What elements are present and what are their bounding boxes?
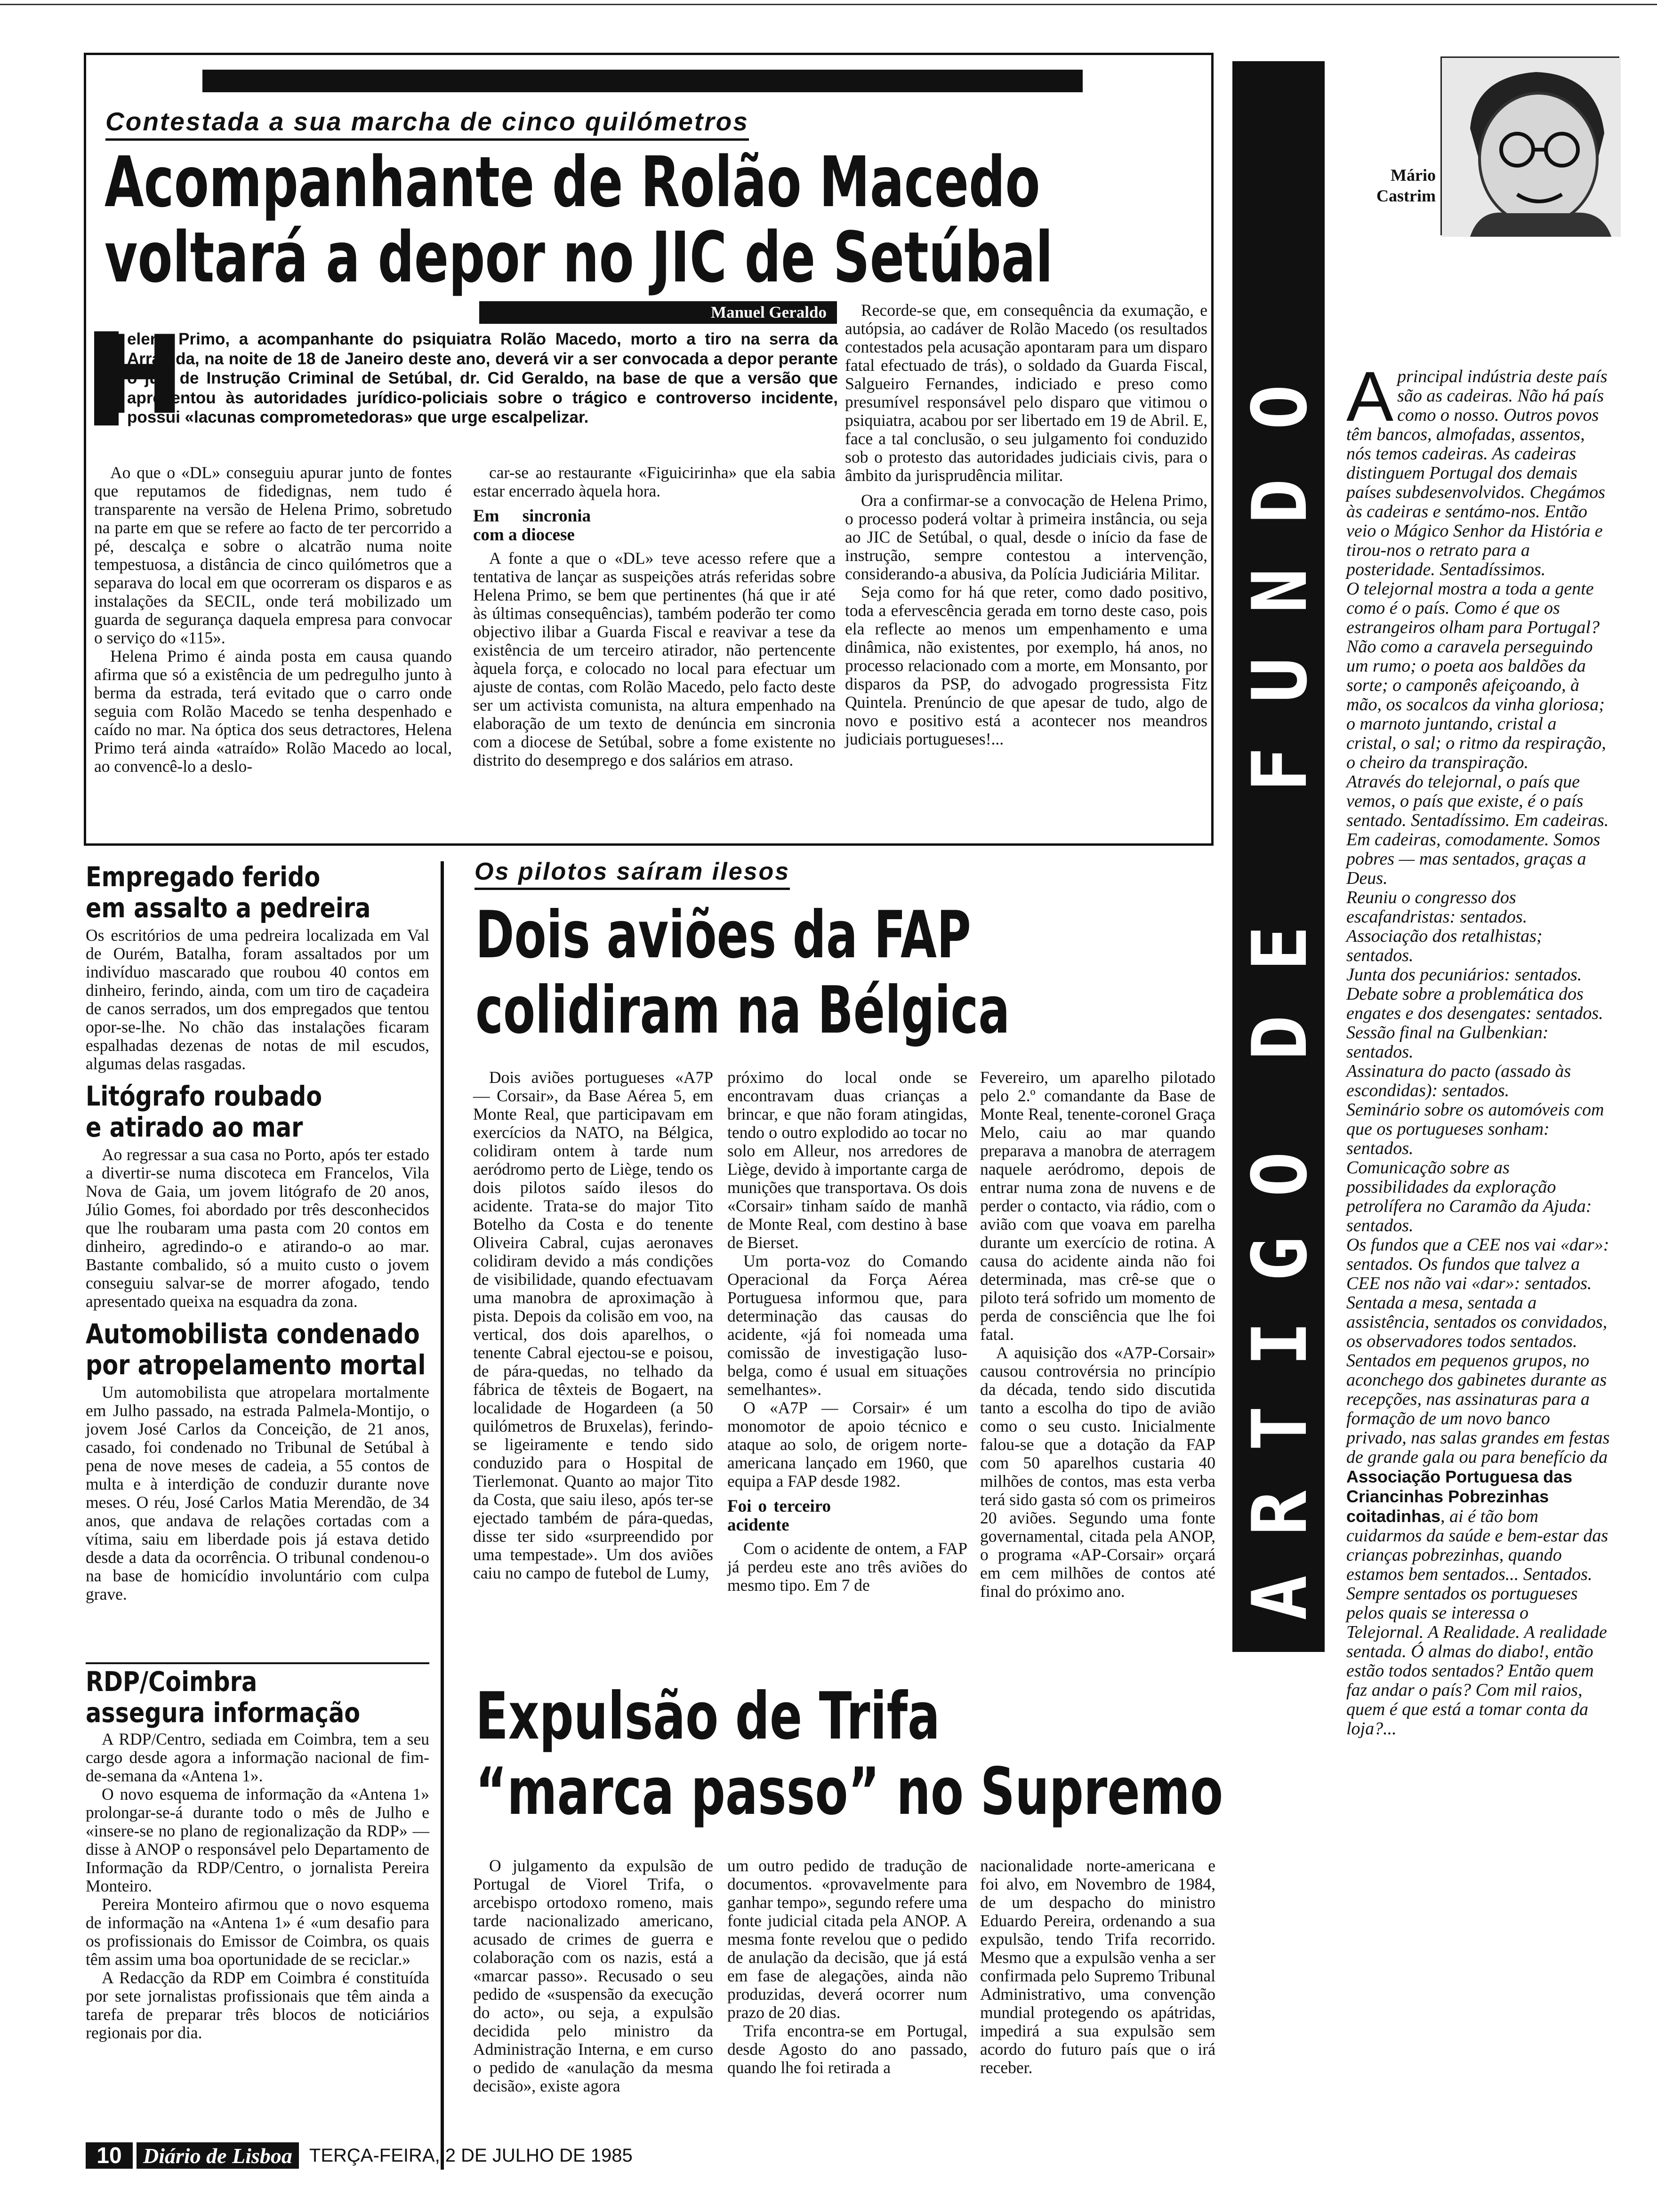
rdp-column: [86, 1666, 429, 2042]
fap-col3-p1: Fevereiro, um aparelho pilotado pelo 2.º comandante da Base de Monte Real, tenente-coronel Graça Melo, caiu ao mar quando preparava a manobra de aterragem naquele aeródromo, depois de entrar numa zona de nuvens e de perder o contacto, via rádio, com o avião com que voava em parelha durante um exercício de rotina. A causa do acidente ainda não foi determinada, mas crê-se que o piloto terá sofrido um momento de perda de consciência que lhe foi fatal.: [980, 1068, 1215, 1344]
briefs-column: [86, 861, 429, 1603]
author-portrait-image: [1442, 58, 1621, 237]
sidebar-p4-bold: Associação Portuguesa das Criancinhas Pobrezinhas coitadinhas: [1346, 1467, 1573, 1526]
brief1-text: Os escritórios de uma pedreira localizada em Val de Ourém, Batalha, foram assaltados por um indivíduo mascarado que roubou 40 contos em dinheiro, ferindo, ainda, com um tiro de caçadeira de canos serrados, um dos empregados que tentou opor-se-lhe. No chão das instalações ficaram espalhadas dezenas de notas de mil escudos, algumas delas rasgadas.: [86, 926, 429, 1073]
sidebar-p2: O telejornal mostra a toda a gente como é o país. Como é que os estrangeiros olham para Portugal? Não como a caravela perseguindo um rumo; o poeta aos baldões da sorte; o camponês afeiçoando, à mão, os socalcos da vinha gloriosa; o marnoto juntando, cristal a cristal, o sal; o ritmo da respiração, o cheiro da transpiração.: [1346, 579, 1606, 772]
footer: [86, 2139, 792, 2172]
brief2-title-line1: Litógrafo roubado: [86, 1080, 322, 1112]
section-letter-u: U: [1235, 657, 1324, 703]
section-letter-g: G: [1235, 1236, 1324, 1282]
rdp-p3: Pereira Monteiro afirmou que o novo esquema de informação na «Antena 1» é «um desafio para os profissionais do Emissor de Coimbra, os quais têm assim uma boa oportunidade de se reciclar.»: [86, 1895, 429, 1969]
rdp-p4: A Redacção da RDP em Coimbra é constituída por sete jornalistas profissionais que têm ainda a tarefa de preparar três blocos de noticiários regionais por dia.: [86, 1968, 429, 2042]
top-col2-p2: A fonte a que o «DL» teve acesso refere que a tentativa de lançar as suspeições atrás referidas sobre Helena Primo, se bem que pertinentes (há que ir até às últimas consequências), também poderão ter como objectivo ilibar a Guarda Fiscal e reavivar a tese da existência de um terceiro atirador, não pertencente àquela força, e colocado no local para efectuar um ajuste de contas, com Rolão Macedo, pelo facto deste ser um activista comunista, na altura empenhado na elaboração de um texto de denúncia em sincronia com a diocese de Setúbal, sobre a fome existente no distrito do desemprego e dos salários em atraso.: [473, 549, 836, 769]
rdp-title-line1: RDP/Coimbra: [86, 1666, 257, 1698]
trifa-col2: [727, 1857, 967, 2077]
fap-headline-line1: Dois aviões da FAP: [475, 897, 971, 973]
sidebar-drop-cap: A: [1346, 357, 1394, 436]
fap-col2-p4: Com o acidente de ontem, a FAP já perdeu este ano três aviões do mesmo tipo. Em 7 de: [727, 1539, 967, 1595]
page-number: 10: [97, 2143, 122, 2168]
fap-col2: [727, 1068, 967, 1595]
author-last-name: Castrim: [1376, 186, 1436, 205]
top-rule: [0, 4, 1657, 5]
section-letter-o: O: [1235, 384, 1324, 430]
top-headline-line1: Acompanhante de Rolão Macedo: [105, 142, 1040, 223]
rdp-p1: A RDP/Centro, sediada em Coimbra, tem a seu cargo desde agora a informação nacional de fim-de-semana da «Antena 1».: [86, 1730, 429, 1785]
trifa-col2-p2: Trifa encontra-se em Portugal, desde Agosto do ano passado, quando lhe foi retirada a: [727, 2021, 967, 2077]
sidebar-text: [1346, 357, 1610, 1739]
sidebar-p3: Através do telejornal, o país que vemos, o país que existe, é o país sentado. Sentadíssimo. Em cadeiras. Em cadeiras, comodamente. Somos pobres — mas sentados, graças a Deus.: [1346, 772, 1609, 888]
section-letter-f: F: [1235, 746, 1324, 793]
section-letter-n: N: [1235, 568, 1324, 614]
briefs-fap-rule: [441, 861, 444, 2170]
brief2-title-line2: e atirado ao mar: [86, 1111, 303, 1143]
fap-col3-p2: A aquisição dos «A7P-Corsair» causou controvérsia no princípio da década, tendo sido discutida tanto a escolha do tipo de avião como o seu custo. Inicialmente falou-se que a dotação da FAP com 50 aparelhos custaria 40 milhões de contos, mas esta verba terá sido gasta só com os primeiros 20 aviões. Segundo uma fonte governamental, citada pela ANOP, o programa «AP-Corsair» orçará em cem milhões de contos até final do próximo ano.: [980, 1343, 1215, 1601]
sidebar-list-item: Debate sobre a problemática dos engates e dos desengates: sentados.: [1346, 984, 1603, 1023]
page-number-box: [86, 2142, 133, 2169]
paper-name-box: [137, 2142, 299, 2169]
sidebar-p4-pre: Sentados em pequenos grupos, no aconchego dos gabinetes durante as recepções, nas assinaturas para a formação de um novo banco privado, nas salas grandes em festas de grande gala ou para benefício da: [1346, 1351, 1610, 1467]
top-col3-p3: Seja como for há que reter, como dado positivo, toda a efervescência gerada em torno deste caso, pois ela reflecte ao menos um empenhamento e uma dinâmica, não existentes, por exemplo, há anos, no processo relacionado com a morte, em Monsanto, por disparos da PSP, do advogado progressista Fitz Quintela. Prenúncio de que apesar de tudo, algo de novo e positivo está a acontecer nos meandros judiciais portugueses!...: [845, 583, 1207, 748]
top-col2: [473, 464, 836, 769]
lead-text: elena Primo, a acompanhante do psiquiatra Rolão Macedo, morto a tiro na serra da Arrábida, na noite de 18 de Janeiro deste ano, deverá vir a ser convocada a depor perante o juiz de Instrução Criminal de Setúbal, dr. Cid Geraldo, na base de que a versão que apresentou às autoridades jurídico-policiais sobre o trágico e controverso incidente, possui «lacunas comprometedoras» que urge escalpelizar.: [127, 330, 838, 426]
top-col1-p2: Helena Primo é ainda posta em causa quando afirma que só a existência de um pedregulho junto à berma da estrada, terá evitado que o carro onde seguia com Rolão Macedo se tenha despenhado e caído no mar. Na óptica dos seus detractores, Helena Primo terá ainda «atraído» Rolão Macedo ao local, ao convencê-lo a deslo-: [94, 647, 452, 776]
rdp-title-line2: assegura informação: [86, 1697, 361, 1729]
fap-kicker: [475, 858, 790, 890]
sidebar-list-item: Os fundos que a CEE nos vai «dar»: sentados. Os fundos que talvez a CEE nos não vai «dar»: sentados.: [1346, 1235, 1609, 1293]
sidebar-list-item: Assinatura do pacto (assado às escondidas): sentados.: [1346, 1061, 1571, 1100]
trifa-headline-line2: “marca passo” no Supremo: [475, 1754, 1223, 1829]
paper-name: Diário de Lisboa: [143, 2143, 292, 2168]
top-col1-p1: Ao que o «DL» conseguiu apurar junto de fontes que reputamos de fidedignas, nem tudo é transparente na versão de Helena Primo, sobretudo na parte em que se refere ao facto de ter percorrido a pé, descalça e sobre o alcatrão numa noite tempestuosa, a distância de cinco quilómetros que a separava do local em que ocorreram os disparos e as instalações da SECIL, onde terá mobilizado um guarda de segurança daquela empresa para convocar o serviço do «115».: [94, 463, 452, 647]
top-kicker-text: Contestada a sua marcha de cinco quilómetros: [105, 106, 749, 141]
sidebar-opening: principal indústria deste país são as cadeiras. Não há país como o nosso. Outros povos têm bancos, almofadas, assentos, nós temos cadeiras. As cadeiras distinguem Portugal dos demais países subdesenvolvidos. Chegámos às cadeiras e sentámo-nos. Então veio o Mágico Senhor da História e tirou-nos o retrato para a posteridade. Sentadíssimos.: [1346, 367, 1608, 579]
sidebar-list-item: Comunicação sobre as possibilidades da exploração petrolífera no Caramão da Ajuda: sentados.: [1346, 1158, 1592, 1235]
section-letter-e: E: [1235, 925, 1324, 971]
sidebar-p4: [1346, 1351, 1610, 1739]
top-kicker: [105, 106, 749, 141]
brief3-title-line1: Automobilista condenado: [86, 1318, 420, 1350]
top-col3-p2: Ora a confirmar-se a convocação de Helena Primo, o processo poderá voltar à primeira instância, ou seja ao JIC de Setúbal, o qual, desde o início da fase de instrução, sempre contestou a intervenção, considerando-a abusiva, da Polícia Judiciária Militar.: [845, 491, 1207, 583]
byline: Manuel Geraldo: [711, 303, 827, 321]
section-letter-d: D: [1235, 1015, 1324, 1061]
fap-col2-p2: Um porta-voz do Comando Operacional da Força Aérea Portuguesa informou que, para determinação das causas do acidente, «já foi nomeada uma comissão de investigação luso-belga, como é usual em situações semelhantes».: [727, 1251, 967, 1399]
fap-col2-p3: O «A7P — Corsair» é um monomotor de apoio técnico e ataque ao solo, de origem norte-americana lançado em 1960, que equipa a FAP desde 1982.: [727, 1398, 967, 1491]
byline-bar: [479, 301, 837, 324]
lead-block: [94, 313, 838, 439]
sidebar-p4-post: , ai é tão bom cuidarmos da saúde e bem-estar das crianças pobrezinhas, quando estamos bem sentados... Sentados. Sempre sentados os portugueses pelos quais se interessa o Telejornal. A Realidade. A realidade sentada. Ó almas do diabo!, então estão todos sentados? Então quem faz andar o país? Com mil raios, quem é que está a tomar conta da loja?...: [1346, 1507, 1609, 1739]
fap-col2-subhead: Foi o terceiro acidente: [727, 1497, 831, 1535]
section-letter-a: A: [1235, 1575, 1324, 1621]
top-article-bar: [202, 70, 1083, 92]
fap-col2-p1: próximo do local onde se encontravam duas crianças a brincar, e que não foram atingidas, tendo o outro explodido ao tocar no solo em Alleur, nos arredores de Liège, devido à importante carga de munições que transportava. Os dois «Corsair» tinham saído de manhã de Monte Real, com destino à base de Bierset.: [727, 1068, 967, 1252]
author-name: [1356, 165, 1436, 206]
trifa-headline-line1: Expulsão de Trifa: [475, 1678, 940, 1754]
top-col3: [845, 301, 1207, 748]
fap-kicker-text: Os pilotos saíram ilesos: [475, 858, 790, 890]
section-band-letters: [1232, 61, 1325, 1652]
fap-headline-line2: colidiram na Bélgica: [475, 972, 1010, 1048]
top-col3-p1: Recorde-se que, em consequência da exumação, e autópsia, ao cadáver de Rolão Macedo (os resultados contestados pela acusação apontaram para um disparo fatal efectuado de trás), o soldado da Guarda Fiscal, Salgueiro Fernandes, indiciado e preso como presumível responsável pelo disparo que vitimou o psiquiatra, acabou por ser libertado em 19 de Abril. E, face a tal conclusão, o seu julgamento foi conduzido sob o protesto das autoridades judiciais civis, para o âmbito da jurisprudência militar.: [845, 301, 1207, 485]
sidebar-list-item: Seminário sobre os automóveis com que os portugueses sonham: sentados.: [1346, 1100, 1604, 1158]
top-col2-subhead: Em sincronia com a diocese: [473, 506, 591, 545]
author-first-name: Mário: [1391, 166, 1436, 184]
author-photo: [1440, 56, 1619, 235]
sidebar-list-item: Junta dos pecuniários: sentados.: [1346, 965, 1582, 985]
brief3-title-line2: por atropelamento mortal: [86, 1349, 426, 1381]
trifa-col2-p1: um outro pedido de tradução de documentos. «provavelmente para ganhar tempo», segundo refere uma fonte judicial citada pela ANOP. A mesma fonte revelou que o pedido de anulação da decisão, que já está em fase de alegações, ainda não produzidas, deverá ocorrer num prazo de 20 dias.: [727, 1856, 967, 2022]
section-letter-o2: O: [1235, 1151, 1324, 1197]
top-headline-line2: voltará a depor no JIC de Setúbal: [105, 217, 1053, 298]
lead-drop-cap: H: [94, 313, 185, 439]
rdp-p2: O novo esquema de informação da «Antena 1» prolongar-se-á durante todo o mês de Julho e «insere-se no plano de regionalização da RDP» — disse à ANOP o responsável pelo Departamento de Informação da RDP/Centro, o jornalista Pereira Monteiro.: [86, 1785, 429, 1895]
top-col2-p1: car-se ao restaurante «Figuicirinha» que ela sabia estar encerrado àquela hora.: [473, 463, 836, 500]
brief1-title-line2: em assalto a pedreira: [86, 892, 371, 924]
section-letter-t: T: [1235, 1405, 1324, 1451]
brief2-text: Ao regressar a sua casa no Porto, após ter estado a divertir-se numa discoteca em Francelos, Vila Nova de Gaia, um jovem litógrafo de 20 anos, Júlio Gomes, foi abordado por três desconhecidos que lhe roubaram uma pasta com 20 contos em dinheiro, agredindo-o e atirando-o ao mar. Bastante combalido, só a muito custo o jovem conseguiu salvar-se de morrer afogado, tendo apresentado queixa na esquadra da zona.: [86, 1145, 429, 1311]
brief3-text: Um automobilista que atropelara mortalmente em Julho passado, na estrada Palmela-Montijo, o jovem José Carlos da Conceição, de 21 anos, casado, foi condenado no Tribunal de Setúbal à pena de nove meses de cadeia, a 55 contos de multa e à interdição de conduzir durante nove meses. O réu, José Carlos Matia Merendão, de 34 anos, que andava de relações cortadas com a vítima, saiu em liberdade pois já estava detido desde a data da ocorrência. O tribunal condenou-o na base de homicídio involuntário com culpa grave.: [86, 1383, 429, 1603]
briefs-divider: [86, 1662, 429, 1664]
section-letter-r: R: [1235, 1490, 1324, 1536]
sidebar-list-item: Associação dos retalhistas; sentados.: [1346, 926, 1543, 965]
footer-date: TERÇA-FEIRA, 2 DE JULHO DE 1985: [309, 2145, 633, 2166]
rdp-body: [86, 1730, 429, 2042]
sidebar-list-item: Reuniu o congresso dos escafandristas: sentados.: [1346, 888, 1528, 927]
fap-col1: Dois aviões portugueses «A7P — Corsair», da Base Aérea 5, em Monte Real, que participavam em exercícios da NATO, na Bélgica, colidiram ontem à tarde num aeródromo perto de Liège, tendo os dois pilotos saído ilesos do acidente. Trata-se do major Tito Botelho da Costa e do tenente Oliveira Cabral, cujas aeronaves colidiram devido a más condições de visibilidade, quando efectuavam uma manobra de aproximação à pista. Depois da colisão em voo, na vertical, dos dois aparelhos, o tenente Cabral ejectou-se e poisou, de pára-quedas, no telhado da fábrica de têxteis de Bogaert, na localidade de Hogardeen (a 50 quilómetros de Bruxelas), ferindo-se ligeiramente e tendo sido conduzido para o Hospital de Tierlemonat. Quanto ao major Tito da Costa, que saiu ileso, após ter-se ejectado também de pára-quedas, disse ter sido «surpreendido por uma tempestade». Um dos aviões caiu no campo de futebol de Lumy,: [473, 1068, 713, 1582]
section-letter-i: I: [1235, 1321, 1324, 1367]
trifa-col1: O julgamento da expulsão de Portugal de Viorel Trifa, o arcebispo ortodoxo romeno, mais tarde nacionalizado americano, acusado de crimes de guerra e colaboração com os nazis, está a «marcar passo». Recusado o seu pedido de «suspensão da execução do acto», ou seja, a expulsão decidida pelo ministro da Administração Interna, e em curso o pedido de «anulação da mesma decisão», existe agora: [473, 1856, 713, 2095]
trifa-col3: nacionalidade norte-americana e foi alvo, em Novembro de 1984, de um despacho do ministro Eduardo Pereira, ordenando a sua expulsão, tendo Trifa recorrido. Mesmo que a expulsão venha a ser confirmada pelo Supremo Tribunal Administrativo, uma convenção mundial protegendo os apátridas, impedirá a sua expulsão sem acordo do futuro país que o irá receber.: [980, 1856, 1215, 2077]
top-col1: [94, 464, 452, 776]
brief1-title-line1: Empregado ferido: [86, 861, 321, 893]
sidebar-list-item: Sessão final na Gulbenkian: sentados.: [1346, 1023, 1549, 1062]
fap-col3: [980, 1068, 1215, 1601]
section-letter-d2: D: [1235, 478, 1324, 524]
sidebar-list-item: Sentada a mesa, sentada a assistência, sentados os convidados, os observadores todos sentados.: [1346, 1293, 1608, 1351]
